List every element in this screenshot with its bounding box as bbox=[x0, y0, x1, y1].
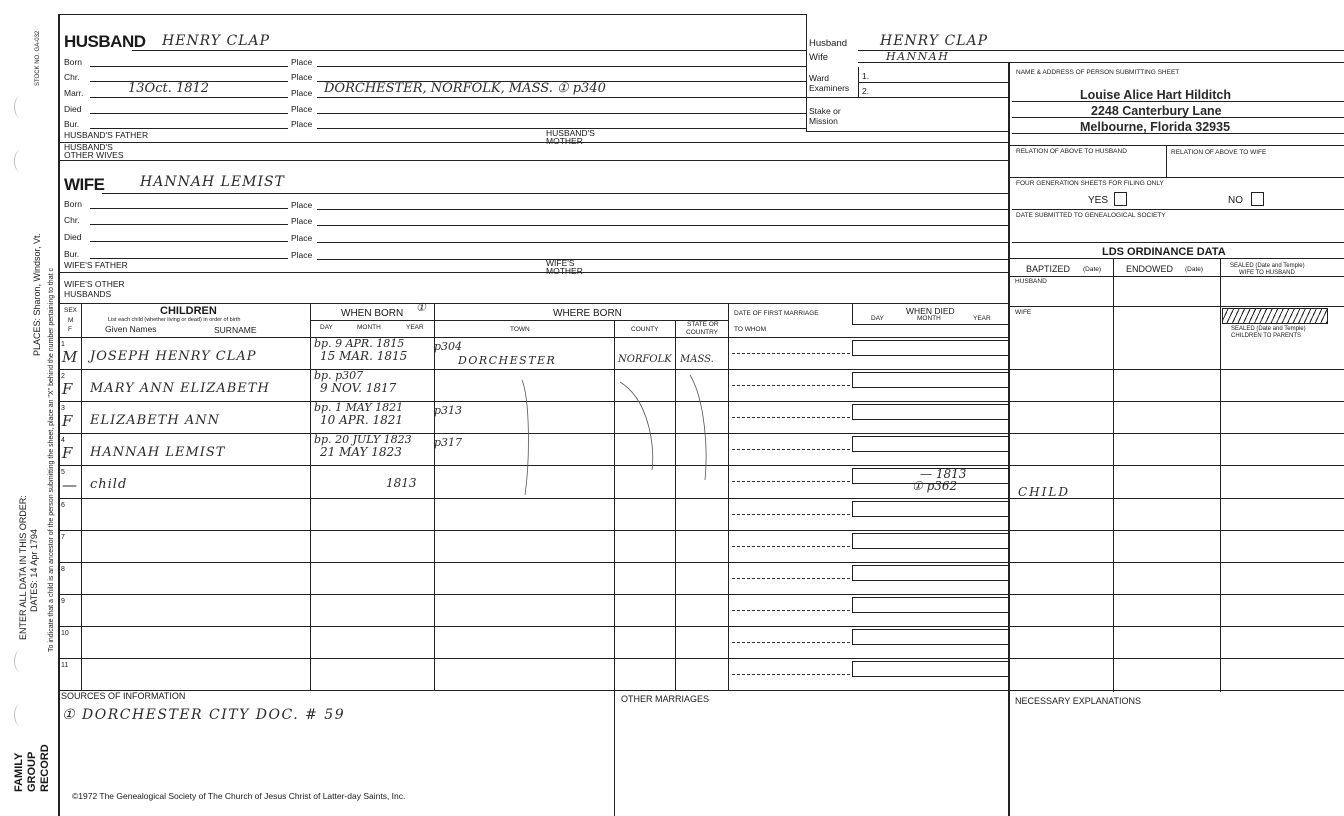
col-state bbox=[728, 303, 729, 690]
submitter-city[interactable]: Melbourne, Florida 32935 bbox=[1080, 120, 1231, 134]
baptized-label: BAPTIZED bbox=[1026, 264, 1071, 274]
endowed-label: ENDOWED bbox=[1126, 264, 1173, 274]
marriage-dash bbox=[732, 449, 850, 450]
husband-born-line bbox=[90, 66, 288, 67]
died-box-bottom bbox=[852, 387, 1008, 388]
row-line bbox=[58, 658, 1008, 659]
died-box-side bbox=[852, 661, 853, 676]
wife-name[interactable]: HANNAH LEMIST bbox=[140, 174, 285, 190]
died-box-top bbox=[852, 661, 1008, 662]
wife-other-husbands-2: HUSBANDS bbox=[64, 289, 112, 299]
born-day-header: DAY bbox=[320, 324, 333, 331]
right-header-divider bbox=[806, 14, 807, 132]
submitter-name[interactable]: Louise Alice Hart Hilditch bbox=[1080, 88, 1231, 102]
when-died-header: WHEN DIED bbox=[906, 306, 955, 316]
husband-other-wives-1: HUSBAND'S bbox=[64, 142, 113, 152]
when-born-source-mark: ① bbox=[416, 301, 426, 314]
lds-row-line bbox=[1008, 401, 1344, 402]
lds-row-line bbox=[1008, 658, 1344, 659]
child-number: 7 bbox=[61, 533, 65, 541]
children-header-bottom bbox=[58, 337, 1008, 338]
died-box-side bbox=[852, 501, 853, 516]
wife-chr-line bbox=[90, 224, 288, 225]
explanations-label: NECESSARY EXPLANATIONS bbox=[1015, 696, 1142, 706]
wife-section-bottom bbox=[58, 303, 1008, 304]
wife-born-place-label: Place bbox=[291, 200, 313, 210]
wife-bur-place-line bbox=[317, 259, 1008, 260]
sex-m: M bbox=[68, 317, 74, 324]
yes-label: YES bbox=[1088, 195, 1109, 206]
wife-bur-label: Bur. bbox=[64, 249, 80, 259]
child-name[interactable]: HANNAH LEMIST bbox=[90, 445, 226, 461]
lds-wife-label: WIFE bbox=[1015, 309, 1032, 316]
marriage-dash bbox=[732, 481, 850, 482]
row-line bbox=[58, 530, 1008, 531]
died-box-side bbox=[852, 629, 853, 644]
where-subheader-line bbox=[434, 320, 728, 321]
mission-line bbox=[806, 131, 1008, 132]
to-whom-header: TO WHOM bbox=[734, 326, 767, 333]
died-box-bottom bbox=[852, 483, 1008, 484]
submitter-line-2 bbox=[1012, 117, 1344, 118]
child-born-date[interactable]: 10 APR. 1821 bbox=[320, 413, 404, 428]
footer-top-line bbox=[58, 690, 1344, 691]
row-line bbox=[58, 594, 1008, 595]
lds-row-line bbox=[1008, 594, 1344, 595]
lds-col-2 bbox=[1220, 258, 1221, 692]
sealed-children-hatch bbox=[1222, 308, 1328, 324]
wife-father-label: WIFE'S FATHER bbox=[64, 260, 128, 270]
sealed-wife-label-1: SEALED (Date and Temple) bbox=[1230, 263, 1305, 269]
husband-parents-line bbox=[58, 142, 1008, 143]
child-born-date[interactable]: 21 MAY 1823 bbox=[320, 445, 402, 460]
sealed-children-label-1: SEALED (Date and Temple) bbox=[1231, 326, 1306, 332]
child-number: 11 bbox=[61, 662, 69, 669]
child-number: 2 bbox=[61, 373, 65, 381]
submitter-line-3 bbox=[1012, 133, 1344, 134]
right-panel-border bbox=[1008, 62, 1010, 816]
wife-other-husbands-1: WIFE'S OTHER bbox=[64, 279, 125, 289]
lds-husband-bottom bbox=[1008, 306, 1344, 307]
wife-born-place-line bbox=[317, 209, 1008, 210]
child-name[interactable]: MARY ANN ELIZABETH bbox=[90, 381, 270, 397]
left-border bbox=[58, 14, 60, 816]
title-group: GROUP bbox=[26, 751, 38, 792]
died-box-bottom bbox=[852, 676, 1008, 677]
date-submitted-label: DATE SUBMITTED TO GENEALOGICAL SOCIETY bbox=[1016, 212, 1166, 219]
wife-died-line bbox=[90, 241, 288, 242]
marriage-dash bbox=[732, 610, 850, 611]
wife-bur-line bbox=[90, 258, 288, 259]
marriage-dash bbox=[732, 353, 850, 354]
wife-chr-label: Chr. bbox=[64, 215, 80, 225]
punch-hole bbox=[14, 650, 27, 672]
husband-name[interactable]: HENRY CLAP bbox=[162, 33, 271, 49]
born-month-header: MONTH bbox=[357, 324, 381, 331]
header-wife-label: Wife bbox=[809, 52, 828, 63]
died-box-bottom bbox=[852, 644, 1008, 645]
died-box-top bbox=[852, 468, 1008, 469]
child-sex[interactable]: — bbox=[62, 476, 77, 495]
child-name[interactable]: JOSEPH HENRY CLAP bbox=[90, 349, 257, 364]
child-number: 3 bbox=[61, 405, 65, 413]
lds-row-line bbox=[1008, 498, 1344, 499]
died-box-side bbox=[852, 372, 853, 387]
lds-header-bottom bbox=[1008, 276, 1344, 277]
husband-died-line bbox=[90, 113, 288, 114]
examiner-2-line bbox=[806, 97, 1008, 98]
husband-other-wives-2: OTHER WIVES bbox=[64, 150, 124, 160]
submitter-top bbox=[1008, 62, 1344, 63]
lds-title-line bbox=[1008, 258, 1344, 259]
children-header: CHILDREN bbox=[160, 305, 217, 317]
footer-divider bbox=[614, 690, 615, 816]
lds-row-line bbox=[1008, 465, 1344, 466]
examiner-2: 2. bbox=[862, 86, 870, 96]
ward-label: Ward bbox=[809, 73, 829, 83]
died-box-side bbox=[852, 565, 853, 580]
ditto-marks bbox=[470, 370, 710, 500]
died-box-bottom bbox=[852, 516, 1008, 517]
punch-hole bbox=[14, 704, 27, 726]
husband-mother-label-2: MOTHER bbox=[546, 136, 583, 146]
died-box-bottom bbox=[852, 355, 1008, 356]
child-sex[interactable]: F bbox=[62, 412, 73, 431]
husband-name-line bbox=[132, 50, 806, 51]
ditto-mark-state bbox=[690, 375, 706, 480]
born-subheader-line bbox=[310, 320, 434, 321]
lds-title: LDS ORDINANCE DATA bbox=[1102, 246, 1226, 258]
husband-marr-place-line bbox=[317, 97, 806, 98]
baptized-date-label: (Date) bbox=[1083, 266, 1102, 273]
child-born-date[interactable]: 9 NOV. 1817 bbox=[320, 381, 397, 396]
child-born-date[interactable]: 1813 bbox=[386, 476, 417, 491]
husband-marr-place-label: Place bbox=[291, 88, 313, 98]
col-name bbox=[310, 303, 311, 690]
died-box-side bbox=[852, 597, 853, 612]
wife-parents-line bbox=[58, 272, 1008, 273]
wife-died-place-label: Place bbox=[291, 233, 313, 243]
marriage-dash bbox=[732, 546, 850, 547]
child-page[interactable]: p313 bbox=[434, 404, 463, 418]
died-box-top bbox=[852, 436, 1008, 437]
four-gen-label: FOUR GENERATION SHEETS FOR FILING ONLY bbox=[1016, 180, 1164, 187]
wife-mother-label-2: MOTHER bbox=[546, 266, 583, 276]
husband-born-place-label: Place bbox=[291, 57, 313, 67]
born-year-header: YEAR bbox=[406, 324, 424, 331]
county-header: COUNTY bbox=[631, 326, 659, 333]
places-note: PLACES: Sharon, Windsor, Vt. bbox=[32, 232, 42, 356]
died-box-bottom bbox=[852, 548, 1008, 549]
mission-label: Mission bbox=[809, 116, 838, 126]
child-sex[interactable]: M bbox=[62, 348, 78, 366]
given-names-header: Given Names bbox=[105, 324, 157, 334]
wife-chr-place-line bbox=[317, 225, 1008, 226]
wife-bur-place-label: Place bbox=[291, 250, 313, 260]
husband-marr-place[interactable]: DORCHESTER, NORFOLK, MASS. ① p340 bbox=[324, 81, 606, 96]
relation-divider bbox=[1166, 145, 1167, 177]
husband-bur-label: Bur. bbox=[64, 119, 80, 129]
relation-wife-label: RELATION OF ABOVE TO WIFE bbox=[1171, 149, 1267, 156]
husband-section-bottom bbox=[58, 160, 1008, 161]
examiners-label: Examiners bbox=[809, 83, 850, 93]
husband-marr-date[interactable]: 13Oct. 1812 bbox=[128, 81, 210, 96]
child-died-year[interactable]: — 1813 bbox=[920, 467, 967, 482]
sealed-wife-label-2: WIFE TO HUSBAND bbox=[1239, 270, 1295, 276]
died-box-top bbox=[852, 533, 1008, 534]
row-line bbox=[58, 626, 1008, 627]
sources-label: SOURCES OF INFORMATION bbox=[61, 691, 186, 701]
wife-died-place-line bbox=[317, 242, 1008, 243]
child-page[interactable]: p317 bbox=[434, 436, 463, 450]
wife-name-line bbox=[102, 193, 1008, 194]
no-checkbox[interactable] bbox=[1251, 192, 1264, 206]
child-town[interactable]: DORCHESTER bbox=[458, 354, 557, 367]
submitter-street[interactable]: 2248 Canterbury Lane bbox=[1091, 104, 1222, 118]
sealed-children-label-2: CHILDREN TO PARENTS bbox=[1231, 333, 1302, 339]
died-box-side bbox=[852, 340, 853, 355]
state-header-1: STATE OR bbox=[687, 321, 719, 328]
col-born bbox=[434, 303, 435, 690]
examiner-1: 1. bbox=[862, 71, 870, 81]
endowed-date-label: (Date) bbox=[1185, 266, 1204, 273]
lds-row-line bbox=[1008, 369, 1344, 370]
top-border bbox=[58, 14, 806, 15]
wife-born-label: Born bbox=[64, 199, 82, 209]
child-name[interactable]: ELIZABETH ANN bbox=[90, 413, 220, 429]
sources-value[interactable]: ① DORCHESTER CITY DOC. # 59 bbox=[62, 707, 346, 723]
col-sex bbox=[81, 303, 82, 690]
died-box-bottom bbox=[852, 580, 1008, 581]
died-box-top bbox=[852, 404, 1008, 405]
surname-header: SURNAME bbox=[214, 325, 257, 335]
title-family: FAMILY bbox=[13, 752, 25, 792]
relation-top bbox=[1008, 145, 1344, 146]
lds-husband-label: HUSBAND bbox=[1015, 278, 1047, 285]
child-died-source[interactable]: ① p362 bbox=[912, 479, 958, 494]
children-subheader: List each child (whether living or dead) in order of birth bbox=[108, 317, 241, 323]
husband-bur-place-label: Place bbox=[291, 119, 313, 129]
died-box-side bbox=[852, 533, 853, 548]
died-box-bottom bbox=[852, 419, 1008, 420]
relation-husband-label: RELATION OF ABOVE TO HUSBAND bbox=[1016, 148, 1127, 155]
marriage-dash bbox=[732, 578, 850, 579]
submitter-line-1 bbox=[1012, 101, 1344, 102]
lds-row-line bbox=[1008, 562, 1344, 563]
submitter-label: NAME & ADDRESS OF PERSON SUBMITTING SHEET bbox=[1016, 69, 1180, 76]
died-box-top bbox=[852, 629, 1008, 630]
lds-row-line bbox=[1008, 626, 1344, 627]
other-marriages-label: OTHER MARRIAGES bbox=[621, 694, 710, 704]
died-box-top bbox=[852, 501, 1008, 502]
died-box-side bbox=[852, 436, 853, 451]
husband-born-label: Born bbox=[64, 57, 82, 67]
child-born-bp[interactable]: bp. 9 APR. 1815 bbox=[314, 337, 405, 350]
husband-mother-label-1: HUSBAND'S bbox=[546, 128, 595, 138]
stake-label: Stake or bbox=[809, 106, 841, 116]
child-name[interactable]: child bbox=[90, 477, 128, 493]
ditto-mark-county bbox=[620, 382, 653, 470]
copyright: ©1972 The Genealogical Society of The Church of Jesus Christ of Latter-day Saints, Inc. bbox=[72, 791, 406, 801]
child-born-date[interactable]: 15 MAR. 1815 bbox=[320, 349, 408, 363]
title-record: RECORD bbox=[39, 744, 51, 792]
child-number: 6 bbox=[61, 501, 65, 509]
child-number: 4 bbox=[61, 437, 65, 445]
header-wife-value[interactable]: HANNAH bbox=[886, 50, 950, 63]
row-line bbox=[58, 562, 1008, 563]
lds-col-1 bbox=[1113, 258, 1114, 692]
yes-checkbox[interactable] bbox=[1114, 192, 1127, 206]
died-year-header: YEAR bbox=[973, 315, 991, 322]
header-husband-value[interactable]: HENRY CLAP bbox=[880, 33, 989, 49]
child-state[interactable]: MASS. bbox=[680, 354, 714, 365]
died-box-top bbox=[852, 597, 1008, 598]
punch-hole bbox=[14, 96, 27, 118]
child-number: 9 bbox=[61, 597, 65, 605]
when-born-header: WHEN BORN bbox=[341, 308, 404, 319]
husband-born-place-line bbox=[317, 66, 806, 67]
child-page[interactable]: p304 bbox=[434, 340, 463, 353]
child-sex[interactable]: F bbox=[62, 380, 73, 399]
died-header-line bbox=[852, 324, 1008, 325]
sex-header: SEX bbox=[64, 307, 78, 314]
child-born-bp[interactable]: bp. 20 JULY 1823 bbox=[314, 433, 412, 447]
lds-child5-note[interactable]: CHILD bbox=[1018, 485, 1070, 499]
died-box-top bbox=[852, 340, 1008, 341]
husband-chr-label: Chr. bbox=[64, 72, 80, 82]
dates-note: DATES: 14 Apr 1794 bbox=[29, 529, 39, 612]
wife-mother-label-1: WIFE'S bbox=[546, 258, 575, 268]
child-number: 8 bbox=[61, 565, 65, 573]
died-box-side bbox=[852, 468, 853, 483]
marriage-dash bbox=[732, 417, 850, 418]
died-box-bottom bbox=[852, 612, 1008, 613]
first-marriage-header: DATE OF FIRST MARRIAGE bbox=[734, 310, 819, 317]
marriage-dash bbox=[732, 514, 850, 515]
child-born-bp[interactable]: bp. p307 bbox=[314, 369, 364, 383]
child-born-bp[interactable]: bp. 1 MAY 1821 bbox=[314, 401, 404, 415]
marriage-dash bbox=[732, 385, 850, 386]
header-husband-label: Husband bbox=[809, 38, 848, 49]
no-label: NO bbox=[1228, 195, 1243, 206]
husband-marr-line bbox=[90, 97, 288, 98]
child-number: 1 bbox=[61, 341, 65, 348]
sex-f: F bbox=[68, 326, 72, 333]
died-box-top bbox=[852, 565, 1008, 566]
four-gen-bottom bbox=[1012, 209, 1344, 210]
husband-bur-line bbox=[90, 128, 288, 129]
wife-born-line bbox=[90, 208, 288, 209]
died-box-bottom bbox=[852, 451, 1008, 452]
stock-number: STOCK NO. GA-032 bbox=[35, 30, 41, 86]
where-born-header: WHERE BORN bbox=[553, 308, 622, 319]
wife-label: WIFE bbox=[64, 175, 105, 194]
relation-bottom bbox=[1008, 177, 1344, 178]
wife-died-label: Died bbox=[64, 232, 82, 242]
husband-died-label: Died bbox=[64, 104, 82, 114]
husband-label: HUSBAND bbox=[64, 32, 146, 51]
col-died-header bbox=[852, 303, 853, 324]
husband-chr-place-label: Place bbox=[291, 72, 313, 82]
husband-died-place-label: Place bbox=[291, 104, 313, 114]
enter-data-order: ENTER ALL DATA IN THIS ORDER: bbox=[18, 495, 28, 640]
punch-hole bbox=[14, 150, 27, 172]
ancestor-instruction: To indicate that a child is an ancestor of the person submitting the sheet, place an "X" behind the number pertaining to that c bbox=[48, 268, 55, 652]
child-sex[interactable]: F bbox=[62, 444, 73, 463]
marriage-dash bbox=[732, 674, 850, 675]
ditto-mark-town bbox=[522, 380, 528, 495]
examiner-1-line bbox=[858, 82, 1008, 83]
child-number: 5 bbox=[61, 469, 65, 477]
state-header-2: COUNTRY bbox=[686, 329, 719, 336]
husband-died-place-line bbox=[317, 113, 806, 114]
lds-row-line bbox=[1008, 530, 1344, 531]
died-month-header: MONTH bbox=[917, 315, 941, 322]
died-box-side bbox=[852, 404, 853, 419]
died-box-top bbox=[852, 372, 1008, 373]
husband-father-label: HUSBAND'S FATHER bbox=[64, 130, 149, 140]
child-number: 10 bbox=[61, 629, 69, 637]
lds-row-line bbox=[1008, 433, 1344, 434]
marriage-dash bbox=[732, 642, 850, 643]
town-header: TOWN bbox=[510, 326, 530, 333]
child-county[interactable]: NORFOLK bbox=[618, 354, 672, 365]
died-day-header: DAY bbox=[871, 315, 884, 322]
husband-marr-label: Marr. bbox=[64, 88, 84, 98]
wife-chr-place-label: Place bbox=[291, 216, 313, 226]
date-submitted-bottom bbox=[1012, 242, 1344, 243]
